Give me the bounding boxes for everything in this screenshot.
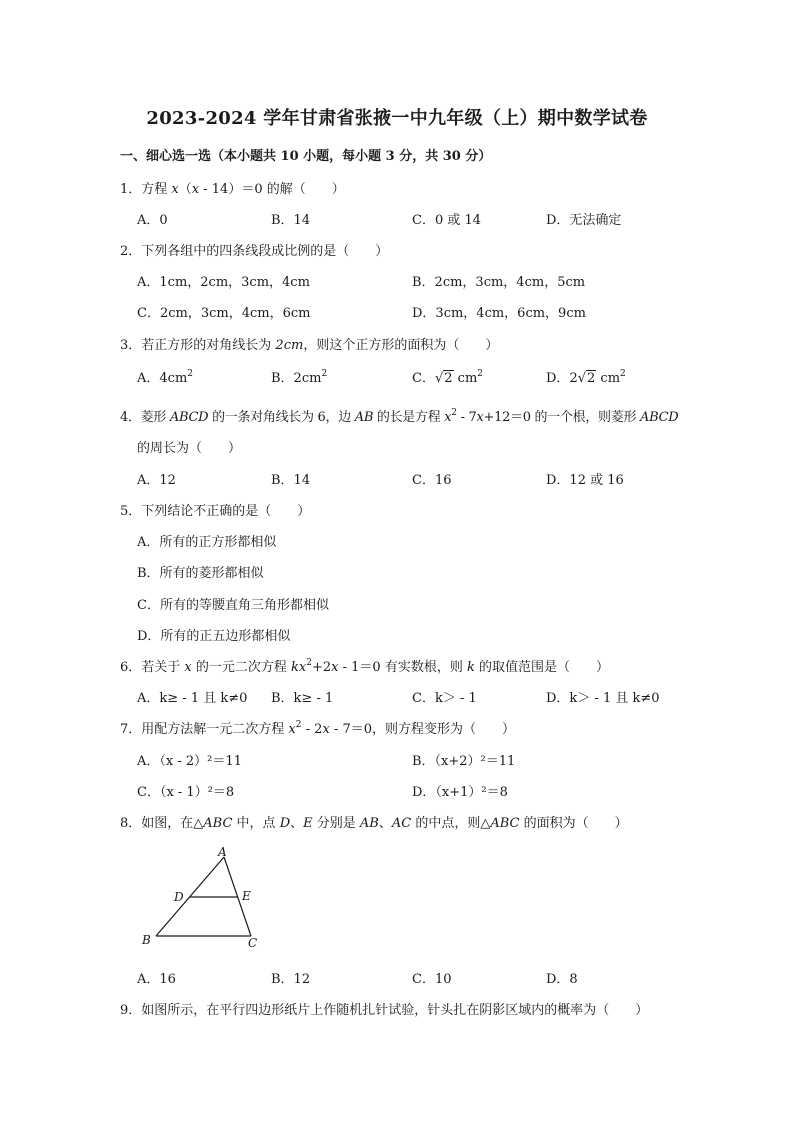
label-b: B	[142, 933, 151, 947]
question-6-option-a[interactable]: A．k≥ - 1 且 k≠0	[137, 691, 248, 706]
question-2-option-a[interactable]: A．1cm，2cm，3cm，4cm	[137, 275, 310, 290]
label-d: D	[174, 890, 184, 904]
question-3-option-b[interactable]: B．$2cm^2$	[271, 369, 328, 386]
sqrt-sign-icon: √	[577, 371, 587, 386]
question-6-option-d[interactable]: D．k＞ - 1 且 k≠0	[546, 691, 660, 706]
question-4-option-d[interactable]: D．12 或 16	[546, 473, 624, 488]
question-2-option-b[interactable]: B．2cm，3cm，4cm，5cm	[412, 275, 586, 290]
question-3-option-d[interactable]: D．2√2 $cm^2$	[546, 369, 626, 386]
question-8-option-d[interactable]: D．8	[546, 972, 578, 987]
question-7-option-a[interactable]: A．（x - 2）²＝11	[137, 754, 242, 769]
question-1-stem: 1．方程 x（x - 14）＝0 的解（ ）	[120, 182, 345, 197]
page-title: 2023-2024 学年甘肃省张掖一中九年级（上）期中数学试卷	[146, 108, 648, 129]
question-1-option-d[interactable]: D．无法确定	[546, 213, 622, 228]
label-a: A	[218, 845, 227, 859]
label-e: E	[242, 889, 251, 903]
triangle-figure	[138, 843, 268, 953]
question-1-option-c[interactable]: C．0 或 14	[412, 213, 482, 228]
question-4-option-a[interactable]: A．12	[137, 473, 176, 488]
question-2-option-c[interactable]: C．2cm，3cm，4cm，6cm	[137, 306, 311, 321]
question-8-option-a[interactable]: A．16	[137, 972, 176, 987]
question-9-stem: 9．如图所示，在平行四边形纸片上作随机扎针试验，针头扎在阴影区域内的概率为（ ）	[120, 1003, 649, 1018]
sqrt-sign-icon: √	[434, 371, 444, 386]
question-7-option-b[interactable]: B．（x+2）²＝11	[412, 754, 516, 769]
question-3-option-c[interactable]: C．√2 $cm^2$	[412, 369, 484, 386]
question-8-option-c[interactable]: C．10	[412, 972, 452, 987]
question-3-option-a[interactable]: A．$4cm^2$	[137, 369, 194, 386]
question-2-stem: 2．下列各组中的四条线段成比例的是（ ）	[120, 244, 389, 259]
question-5-option-b[interactable]: B．所有的菱形都相似	[137, 566, 264, 581]
question-3-stem: 3．若正方形的对角线长为 2cm，则这个正方形的面积为（ ）	[120, 338, 499, 353]
question-1-option-b[interactable]: B．14	[271, 213, 311, 228]
question-4-stem-line2: 的周长为（ ）	[137, 441, 242, 456]
question-7-option-c[interactable]: C．（x - 1）²＝8	[137, 785, 235, 800]
question-4-stem: 4．菱形 ABCD 的一条对角线长为 6，边 AB 的长是方程 $x^2 - 7x+12=0$ 的一个根，则菱形 ABCD	[120, 408, 679, 425]
question-8-stem: 8．如图，在△ABC 中，点 D、E 分别是 AB、AC 的中点，则△ABC 的面积为（ ）	[120, 816, 628, 831]
question-6-option-c[interactable]: C．k＞ - 1	[412, 691, 477, 706]
question-1-option-a[interactable]: A．0	[137, 213, 168, 228]
question-7-option-d[interactable]: D．（x+1）²＝8	[412, 785, 508, 800]
question-6-stem: 6．若关于 x 的一元二次方程 $kx^2+2x - 1=0$ 有实数根，则 k 的取值范围是（ ）	[120, 658, 609, 675]
label-c: C	[248, 936, 258, 950]
question-5-option-a[interactable]: A．所有的正方形都相似	[137, 535, 277, 550]
question-4-option-c[interactable]: C．16	[412, 473, 452, 488]
question-4-option-b[interactable]: B．14	[271, 473, 311, 488]
section-heading: 一、细心选一选（本小题共 10 小题，每小题 3 分，共 30 分）	[120, 149, 492, 164]
question-5-option-d[interactable]: D．所有的正五边形都相似	[137, 629, 291, 644]
question-6-option-b[interactable]: B．k≥ - 1	[271, 691, 334, 706]
question-5-stem: 5．下列结论不正确的是（ ）	[120, 504, 311, 519]
question-5-option-c[interactable]: C．所有的等腰直角三角形都相似	[137, 598, 329, 613]
question-8-option-b[interactable]: B．12	[271, 972, 311, 987]
question-7-stem: 7．用配方法解一元二次方程 $x^2 - 2x - 7=0$，则方程变形为（ ）	[120, 720, 515, 737]
question-2-option-d[interactable]: D．3cm，4cm，6cm，9cm	[412, 306, 586, 321]
